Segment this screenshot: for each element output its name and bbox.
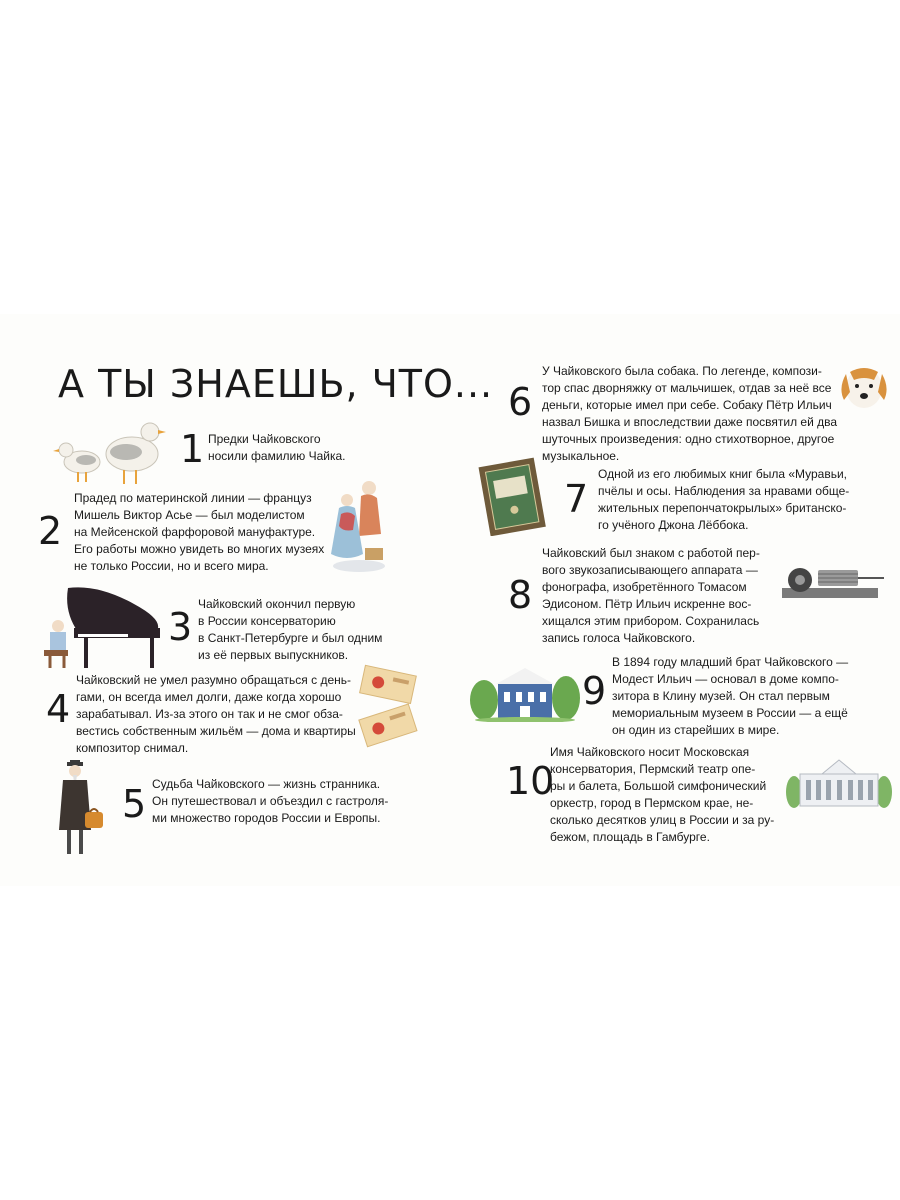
large-seagull [106,423,166,484]
fact-text: В 1894 году младший брат Чайковского — Модест Ильич — основал в доме компо- зитора в Клину музей. Он стал первым мемориальным музеем в России — а ещё он один из старейших в мире. [612,655,849,737]
fact-number: 1 [180,427,205,471]
traveler-illustration [55,760,110,860]
page-title: А ТЫ ЗНАЕШЬ, ЧТО... [58,362,494,406]
fact-text: Одной из его любимых книг была «Муравьи, пчёлы и осы. Наблюдения за нравами обще- жительных перепончатокрылых» британско- го учёного Джона Лёббока. [598,467,850,532]
fact-number: 7 [564,477,589,521]
fact-text: Имя Чайковского носит Московская консерватория, Пермский театр опе- ры и балета, Большой симфонический оркестр, город в Пермском крае, не- сколько десятков улиц в России и за ру- бежом, площадь в Гамбурге. [550,745,775,844]
fact-number: 10 [506,759,555,803]
fact-text: У Чайковского была собака. По легенде, компози- тор спас дворняжку от мальчишек, отдав за неё все деньги, которые имел при себе. Собаку Пётр Ильич назвал Бишка и впоследствии даже посвятил ей два шуточных произведения: одно стихотворное, другое музыкальное. [542,364,838,463]
fact-number: 6 [508,380,533,424]
fact-number: 3 [168,605,193,649]
phonograph-illustration [778,560,890,602]
book-illustration [476,456,548,536]
banknotes-illustration [356,664,418,754]
porcelain-figurine-illustration [325,474,393,574]
fact-number: 4 [46,687,71,731]
piano-illustration [38,582,163,670]
fact-text: Чайковский был знаком с работой пер- вого звукозаписывающего аппарата — фонографа, изобретённого Томасом Эдисоном. Пётр Ильич искренне вос- хищался этим прибором. Сохранилась запись голоса Чайковского. [542,546,760,645]
fact-text: Предки Чайковского носили фамилию Чайка. [208,432,346,463]
fact-text: Судьба Чайковского — жизнь странника. Он путешествовал и объездил с гастроля- ми множество городов России и Европы. [152,777,389,825]
fact-text: Чайковский не умел разумно обращаться с день- гами, он всегда имел долги, даже когда хорошо зарабатывал. Из-за этого он так и не смог обза- вестись собственным жильём — дома и квартиры композитор снимал. [76,673,356,755]
fact-number: 5 [122,782,147,826]
museum-house-illustration [470,660,580,722]
dog-illustration [836,358,892,414]
conservatory-building-illustration [786,752,892,810]
fact-text: Чайковский окончил первую в России консерваторию в Санкт-Петербурге и был одним из её первых выпускников. [198,597,383,662]
small-seagull [53,443,100,482]
fact-number: 8 [508,573,533,617]
fact-text: Прадед по материнской линии — француз Мишель Виктор Асье — был моделистом на Мейсенской фарфоровой мануфактуре. Его работы можно увидеть во многих музеях не только России, но и всего мира. [74,491,325,573]
fact-number: 9 [582,669,607,713]
fact-number: 2 [38,509,63,553]
seagulls-illustration [52,418,167,488]
